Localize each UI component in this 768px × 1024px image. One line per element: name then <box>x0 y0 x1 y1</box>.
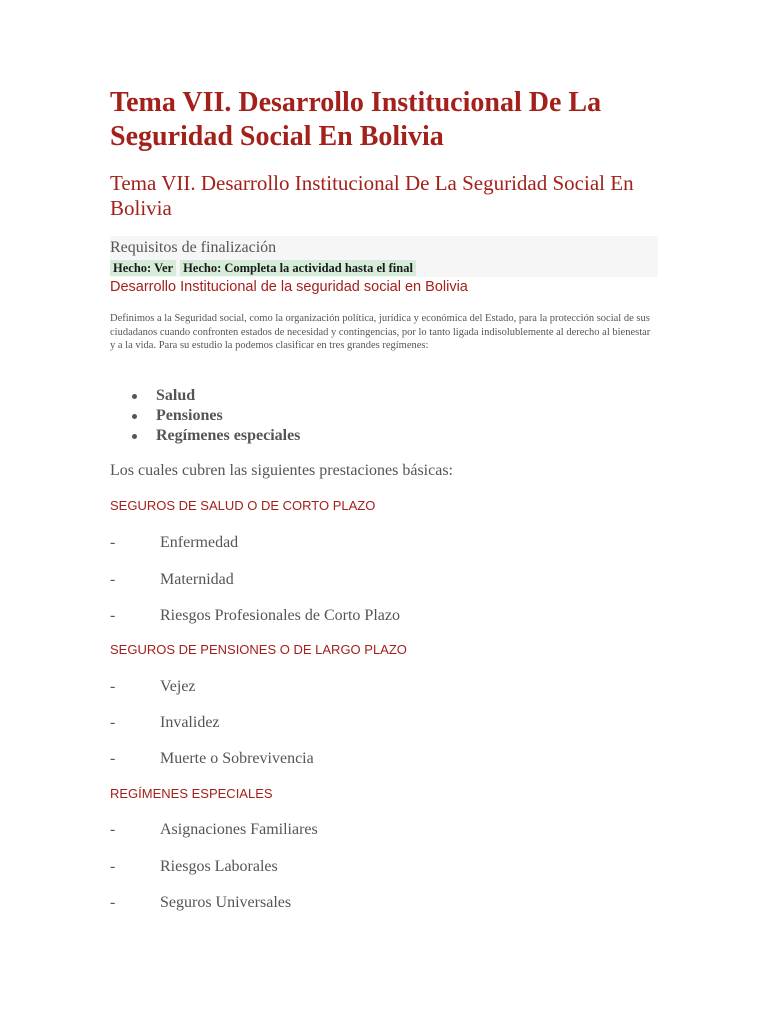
dash-marker: - <box>110 750 116 767</box>
list-item-label: Pensiones <box>156 407 223 424</box>
dash-marker: - <box>110 607 116 624</box>
requirements-title: Requisitos de finalización <box>110 239 277 256</box>
section-heading-health: SEGUROS DE SALUD O DE CORTO PLAZO <box>110 498 376 513</box>
list-item-label: Riesgos Laborales <box>160 858 278 875</box>
page-subtitle: Tema VII. Desarrollo Institucional De La Seguridad Social En Bolivia <box>110 171 634 220</box>
dash-marker: - <box>110 714 116 731</box>
regimes-list <box>110 386 300 446</box>
list-item-label: Muerte o Sobrevivencia <box>160 750 314 767</box>
list-item-label: Regímenes especiales <box>156 427 301 444</box>
list-item <box>110 386 300 406</box>
completion-requirements <box>110 236 658 277</box>
bullet-icon <box>132 394 137 399</box>
dash-marker: - <box>110 821 116 838</box>
bullet-icon <box>132 414 137 419</box>
intro-paragraph: Definimos a la Seguridad social, como la organización política, jurídica y económica del Estado, para la protección social de sus ciudadanos cuando confronten estados de necesidad y contingencias, por lo tanto ligada indisolublemente al derecho al bienestar y a la vida. Para su estudio la podemos clasificar en tres grandes regímenes: <box>110 313 651 351</box>
dash-marker: - <box>110 534 116 551</box>
section-heading-special-regimes: REGÍMENES ESPECIALES <box>110 786 273 801</box>
page-title: Tema VII. Desarrollo Institucional De La Seguridad Social En Bolivia <box>110 87 602 152</box>
list-item-label: Salud <box>156 387 196 404</box>
dash-marker: - <box>110 571 116 588</box>
bullet-icon <box>132 434 137 439</box>
status-badge-view: Hecho: Ver <box>110 260 176 276</box>
list-item-label: Riesgos Profesionales de Corto Plazo <box>160 607 400 624</box>
list-item-label: Vejez <box>160 678 196 695</box>
dash-marker: - <box>110 894 116 911</box>
section-title: Desarrollo Institucional de la seguridad social en Bolivia <box>110 279 468 295</box>
list-item-label: Enfermedad <box>160 534 239 551</box>
lead-text: Los cuales cubren las siguientes prestaciones básicas: <box>110 462 453 479</box>
status-badge-complete: Hecho: Completa la actividad hasta el final <box>180 260 416 276</box>
list-item <box>110 426 300 446</box>
list-item-label: Maternidad <box>160 571 234 588</box>
dash-marker: - <box>110 678 116 695</box>
list-item-label: Seguros Universales <box>160 894 292 911</box>
section-heading-pensions: SEGUROS DE PENSIONES O DE LARGO PLAZO <box>110 642 407 657</box>
list-item-label: Asignaciones Familiares <box>160 821 318 838</box>
dash-marker: - <box>110 858 116 875</box>
list-item <box>110 406 300 426</box>
list-item-label: Invalidez <box>160 714 220 731</box>
requirements-badges <box>110 260 416 276</box>
